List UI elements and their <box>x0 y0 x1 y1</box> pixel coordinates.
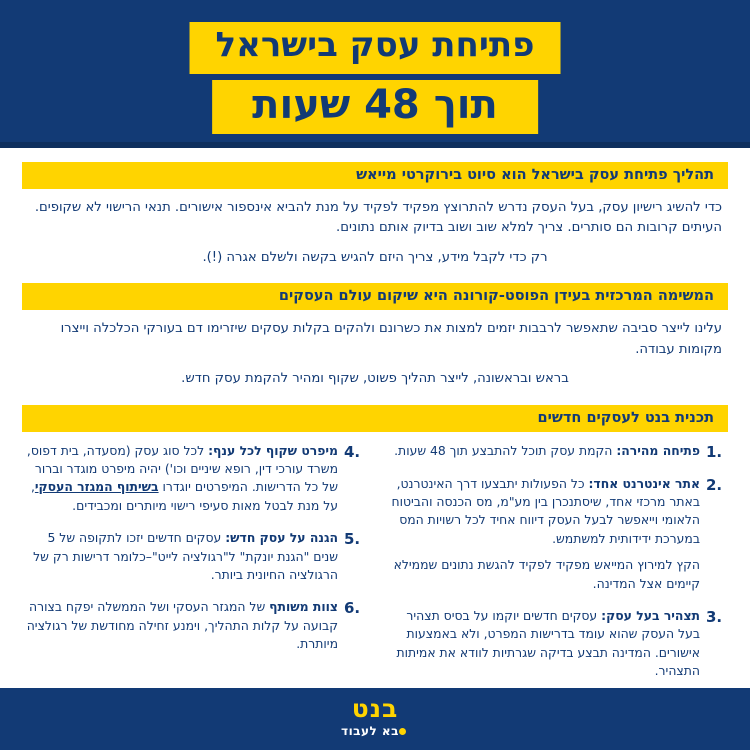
list-item <box>22 442 366 515</box>
list-item-number: 3. <box>706 607 723 626</box>
list-item-text: עסקים חדשים יזכו לתקופה של 5 שנים "הגנת יונקת" ל"רגולציה לייט"–כלומר דרישות רק של הרגולציה החיונית ביותר. <box>33 530 338 582</box>
list-item-title: אתר אינטרנט אחד: <box>588 475 700 491</box>
list-item-number: 6. <box>344 599 361 618</box>
section-paragraph-mission-1: עלינו לייצר סביבה שתאפשר לרבבות יזמים למצות את כשרונם ולהקים בקלות עסקים שיזרימו דם בעורקי הכלכלה וייצרו מקומות עבודה. <box>60 321 722 357</box>
list-item-underlined-text: בשיתוף המגזר העסקי <box>34 479 159 495</box>
section-heading-bureaucracy: תהליך פתיחת עסק בישראל הוא סיוט בירוקרטי מייאש <box>22 162 728 189</box>
section-paragraph-bureaucracy-1: כדי להשיג רישיון עסק, בעל העסק נדרש להתרוצץ מפקיד לפקיד על מנת להביא אינספור אישורים. תנאי הרישוי לא שקופים. העיתים קרובות הם סותרים. צריך למלא שוב ושוב בדיוק אותם נתונים. <box>34 200 722 236</box>
logo-sub-label: בא לעבוד <box>341 724 399 738</box>
list-item-body <box>384 442 704 460</box>
section-paragraph-mission-2: בראש ובראשונה, לייצר תהליך פשוט, שקוף ומהיר להקמת עסק חדש. <box>181 371 569 387</box>
list-item-number: 4. <box>344 442 361 461</box>
poster-content <box>0 148 750 694</box>
poster-header <box>0 0 750 148</box>
logo-sub-text <box>341 725 409 737</box>
list-item-title: הגנה על עסק חדש: <box>225 530 338 546</box>
list-item-number: 5. <box>344 530 361 549</box>
list-item <box>384 607 728 680</box>
logo-dot-icon <box>399 728 406 735</box>
list-item-body <box>22 442 342 515</box>
list-item <box>384 475 728 593</box>
list-item-text: של המגזר העסקי ושל הממשלה יפקח בצורה קבועה על קלות התהליך, וימנע זחילה מחודשת של רגולציה מיותרת. <box>26 599 338 651</box>
campaign-logo <box>341 696 409 737</box>
list-item-body <box>384 607 704 680</box>
list-item <box>384 442 728 461</box>
list-item-title: תצהיר בעל עסק: <box>601 607 700 623</box>
list-item-body <box>22 598 342 653</box>
section-heading-mission: המשימה המרכזית בעידן הפוסט-קורונה היא שיקום עולם העסקים <box>22 283 728 310</box>
list-item-text-after: , על מנת לבטל מאות סעיפי רישוי מיותרים ומכבידים. <box>30 479 338 513</box>
section-paragraph-bureaucracy-2: רק כדי לקבל מידע, צריך היזם להגיש בקשה ולשלם אגרה (!). <box>202 249 548 265</box>
list-item <box>22 598 366 653</box>
list-item-number: 1. <box>706 442 723 461</box>
list-item-subtext: הקץ למירוץ המייאש מפקיד לפקיד להגשת נתונים שממילא קיימים אצל המדינה. <box>393 557 700 591</box>
section-heading-plan: תכנית בנט לעסקים חדשים <box>22 405 728 432</box>
title-band-primary <box>190 22 561 74</box>
list-item-text: עסקים חדשים יוקמו על בסיס תצהיר בעל העסק שהוא עומד בדרישות המפרט, ולא באמצעות אישורים. המדינה תבצע בדיקה שגרתיות לוודא את אמיתות התצהיר. <box>396 607 700 678</box>
list-item <box>22 529 366 584</box>
list-item-number: 2. <box>706 475 723 494</box>
list-item-body <box>384 475 704 593</box>
list-item-text: לכל סוג עסק (מסעדה, בית דפוס, משרד עורכי דין, רופא שיניים וכו') יהיה מיפרט מוגדר וברור של כל הדרישות. המיפרטים יוגדרו <box>26 442 338 495</box>
logo-main-text: בנט <box>351 694 399 723</box>
plan-column-right <box>384 442 728 695</box>
page-title-line-1: פתיחת עסק בישראל <box>215 25 535 65</box>
poster-footer <box>0 688 750 750</box>
list-item-title: מיפרט שקוף לכל ענף: <box>208 442 338 458</box>
plan-columns <box>22 442 728 695</box>
title-band-secondary <box>212 80 538 134</box>
plan-column-left <box>22 442 366 695</box>
list-item-text: כל הפעולות יתבצעו דרך האינטרנט, באתר מרכזי אחד, שיסתנכרן בין מע"מ, מס הכנסה והביטוח הלאומי וייאפשר לבעל העסק דיווח אחיד לכל רשויות המס במערכת ידידותית למשתמש. <box>391 475 700 546</box>
list-item-title: צוות משותף <box>269 599 338 615</box>
list-item-text: הקמת עסק תוכל להתבצע תוך 48 שעות. <box>394 442 617 458</box>
page-title-line-2: תוך 48 שעות <box>252 82 498 128</box>
list-item-body <box>22 529 342 584</box>
list-item-title: פתיחה מהירה: <box>616 442 700 458</box>
